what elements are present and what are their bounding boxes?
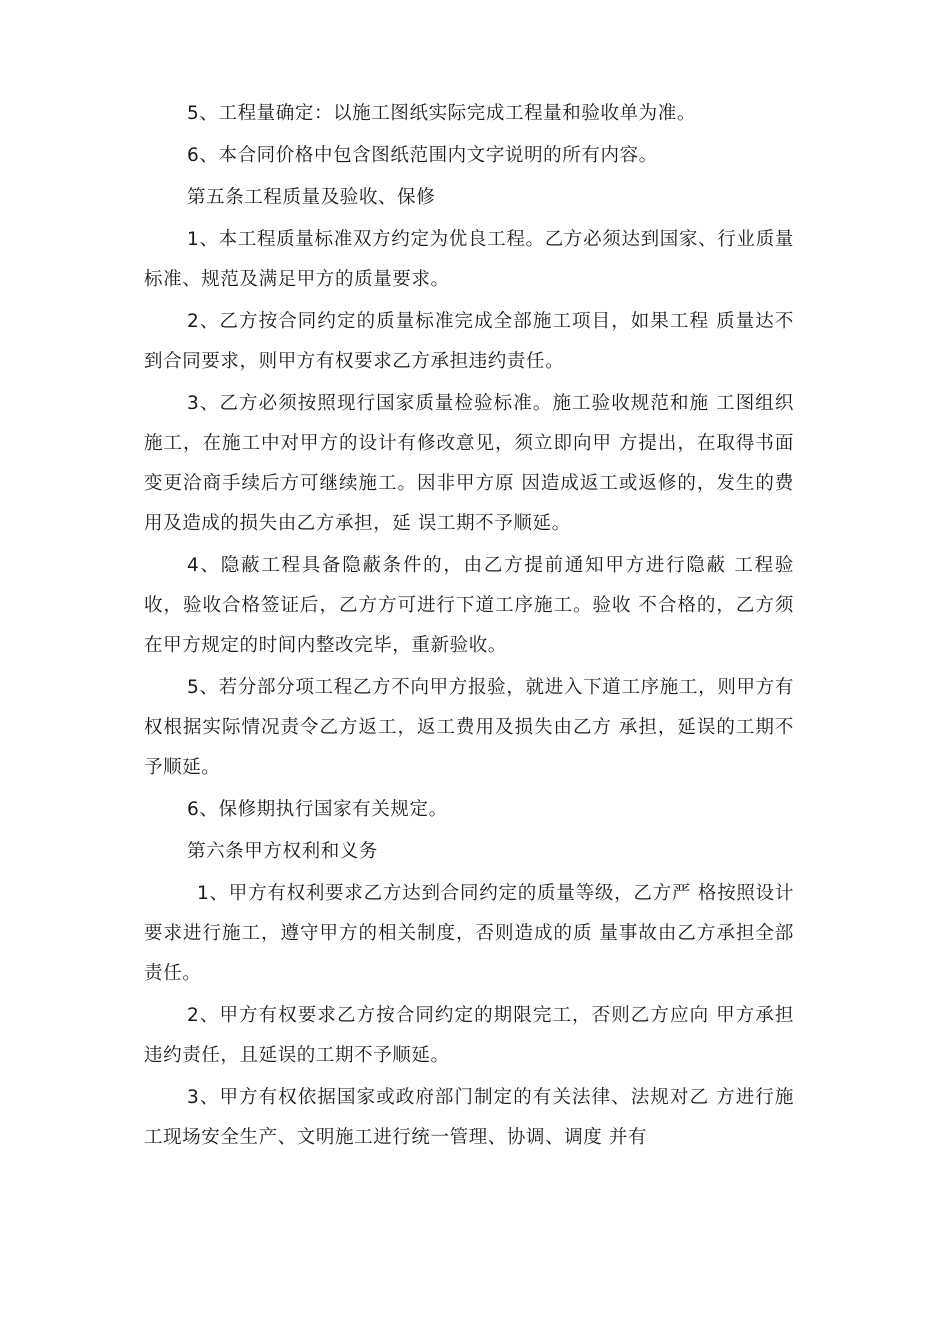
clause-4-6-paragraph: 6、本合同价格中包含图纸范围内文字说明的所有内容。 [187,145,658,166]
clause-6-2-paragraph: 2、甲方有权要求乙方按合同约定的期限完工，否则乙方应向 甲方承担违约责任，且延误的工期不予顺延。 [144,1005,794,1066]
clause-5-6-paragraph: 6、保修期执行国家有关规定。 [187,799,448,820]
article-6-heading: 第六条甲方权利和义务 [187,841,379,862]
clause-6-1-paragraph: 1、甲方有权利要求乙方达到合同约定的质量等级，乙方严 格按照设计要求进行施工，遵守甲方的相关制度，否则造成的质 量事故由乙方承担全部责任。 [144,883,794,984]
clause-6-3-paragraph: 3、甲方有权依据国家或政府部门制定的有关法律、法规对乙 方进行施工现场安全生产、文明施工进行统一管理、协调、调度 并有 [144,1087,794,1148]
clause-5-5-paragraph: 5、若分部分项工程乙方不向甲方报验，就进入下道工序施工，则甲方有权根据实际情况责令乙方返工，返工费用及损失由乙方 承担，延误的工期不予顺延。 [144,677,794,778]
clause-5-1-paragraph: 1、本工程质量标准双方约定为优良工程。乙方必须达到国家、行业质量标准、规范及满足甲方的质量要求。 [144,229,794,290]
clause-5-3-paragraph: 3、乙方必须按照现行国家质量检验标准。施工验收规范和施 工图组织施工，在施工中对甲方的设计有修改意见，须立即向甲 方提出，在取得书面变更洽商手续后方可继续施工。因非甲方原 因造成返工或返修的，发生的费用及造成的损失由乙方承担，延 误工期不予顺延。 [144,393,794,534]
clause-5-4-paragraph: 4、隐蔽工程具备隐蔽条件的，由乙方提前通知甲方进行隐蔽 工程验收，验收合格签证后，乙方方可进行下道工序施工。验收 不合格的，乙方须在甲方规定的时间内整改完毕，重新验收。 [144,555,794,656]
article-5-heading: 第五条工程质量及验收、保修 [187,187,436,208]
clause-5-2-paragraph: 2、乙方按合同约定的质量标准完成全部施工项目，如果工程 质量达不到合同要求，则甲方有权要求乙方承担违约责任。 [144,311,794,372]
document-body [144,94,794,1158]
clause-4-5-paragraph: 5、工程量确定：以施工图纸实际完成工程量和验收单为准。 [187,103,696,124]
